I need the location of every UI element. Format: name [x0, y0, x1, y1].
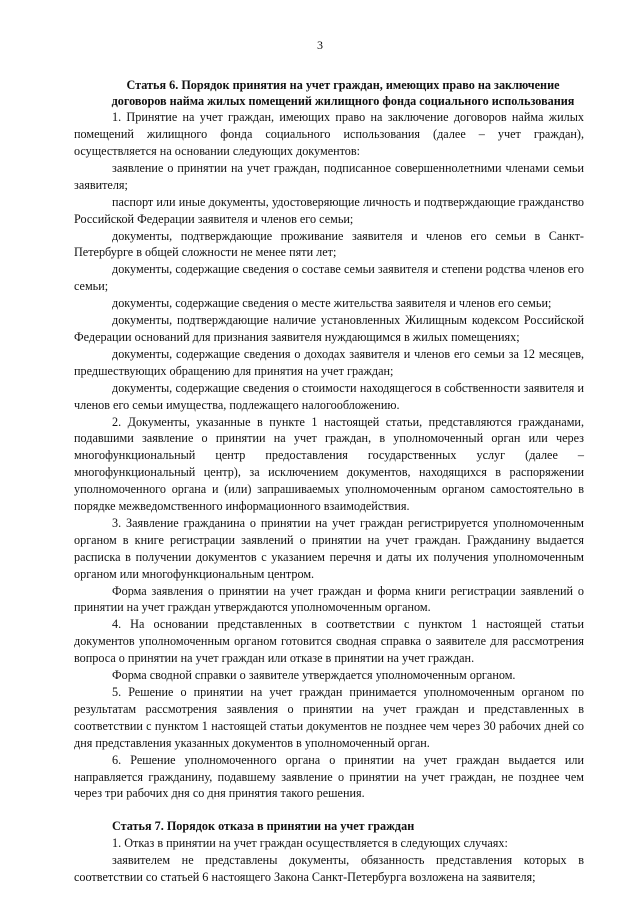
article-7-title: Статья 7. Порядок отказа в принятии на учет граждан [112, 819, 415, 834]
document-body [74, 78, 584, 886]
article-6-paragraph-15: 5. Решение о принятии на учет граждан принимается уполномоченным органом по результатам рассмотрения заявления о принятии на учет граждан и представленных в соответствии с пунктом 1 настоящей статьи документов не позднее чем через 30 рабочих дней со дня представления указанных документов в уполномоченный орган. [74, 685, 584, 750]
article-6-paragraph-5: документы, содержащие сведения о составе семьи заявителя и степени родства членов его семьи; [74, 262, 584, 294]
article-6-paragraph-2: заявление о принятии на учет граждан, подписанное совершеннолетними членами семьи заявителя; [74, 160, 584, 192]
article-6-paragraph-3: паспорт или иные документы, удостоверяющие личность и подтверждающие гражданство Российской Федерации заявителя и членов его семьи; [74, 194, 584, 226]
article-6-paragraph-14: Форма сводной справки о заявителе утверждается уполномоченным органом. [112, 668, 516, 683]
page-number: 3 [317, 38, 323, 52]
article-6-paragraph-10: 2. Документы, указанные в пункте 1 настоящей статьи, представляются гражданами, подавшими заявление о принятии на учет граждан, в уполномоченный орган или через многофункциональный центр предоставления государственных услуг (далее – многофункциональный центр), за исключением документов, находящихся в распоряжении уполномоченного органа и (или) запрашиваемых уполномоченным органом самостоятельно в порядке межведомственного информационного взаимодействия. [74, 414, 584, 514]
article-6-body [74, 109, 584, 802]
article-6-title: Статья 6. Порядок принятия на учет граждан, имеющих право на заключение договоров найма жилых помещений жилищного фонда социального использования [111, 78, 575, 108]
article-6-paragraph-13: 4. На основании представленных в соответствии с пунктом 1 настоящей статьи документов уполномоченным органом готовится сводная справка о заявителе для рассмотрения вопроса о принятии на учет граждан или отказе в принятии на учет граждан. [74, 617, 584, 666]
article-6-paragraph-1: 1. Принятие на учет граждан, имеющих право на заключение договоров найма жилых помещений жилищного фонда социального использования (далее – учет граждан), осуществляется на основании следующих документов: [74, 110, 584, 158]
article-6-paragraph-12: Форма заявления о принятии на учет граждан и форма книги регистрации заявлений о принятии на учет граждан утверждаются уполномоченным органом. [74, 583, 584, 615]
article-7-paragraph-1: 1. Отказ в принятии на учет граждан осуществляется в следующих случаях: [112, 836, 508, 851]
article-6-paragraph-11: 3. Заявление гражданина о принятии на учет граждан регистрируется уполномоченным органом в книге регистрации заявлений о принятии на учет граждан. Гражданину выдается расписка в получении документов с указанием перечня и даты их получения уполномоченным органом или многофункциональным центром. [74, 515, 584, 581]
article-6-paragraph-16: 6. Решение уполномоченного органа о принятии на учет граждан выдается или направляется гражданину, подавшему заявление о принятии на учет граждан, не позднее чем через три рабочих дня со дня принятия такого решения. [74, 752, 584, 801]
article-6-paragraph-8: документы, содержащие сведения о доходах заявителя и членов его семьи за 12 месяцев, предшествующих обращению для принятия на учет граждан; [74, 346, 584, 378]
article-6-paragraph-7: документы, подтверждающие наличие установленных Жилищным кодексом Российской Федерации оснований для признания заявителя нуждающимся в жилых помещениях; [74, 313, 584, 344]
article-6-paragraph-9: документы, содержащие сведения о стоимости находящегося в собственности заявителя и членов его семьи имущества, подлежащего налогообложению. [74, 380, 584, 412]
article-7-body [74, 835, 584, 886]
article-6-paragraph-6: документы, содержащие сведения о месте жительства заявителя и членов его семьи; [112, 296, 552, 311]
article-6-paragraph-4: документы, подтверждающие проживание заявителя и членов его семьи в Санкт-Петербурге в общей сложности не менее пяти лет; [74, 228, 584, 260]
article-7-paragraph-2: заявителем не представлены документы, обязанность представления которых в соответствии со статьей 6 настоящего Закона Санкт-Петербурга возложена на заявителя; [74, 853, 584, 885]
